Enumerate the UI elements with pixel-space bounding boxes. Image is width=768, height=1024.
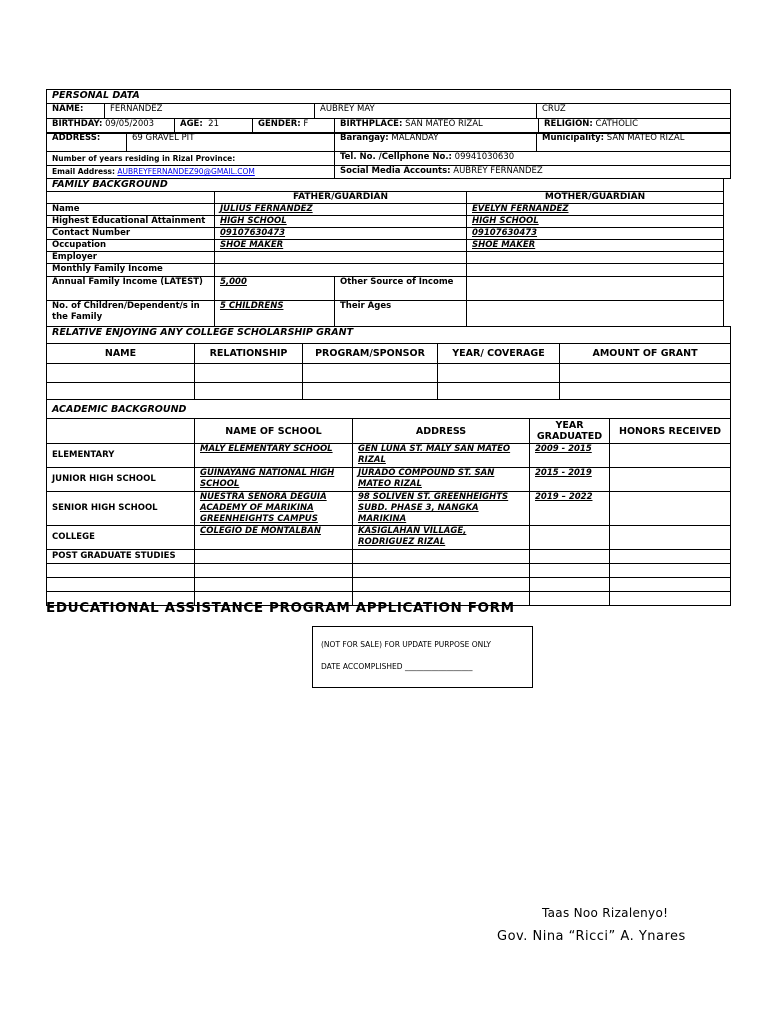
age-value: 21	[208, 119, 219, 129]
mother-education-field[interactable]: HIGH SCHOOL	[467, 216, 724, 228]
gender-value: F	[303, 119, 309, 129]
social-cell[interactable]	[335, 166, 731, 179]
blank-year-field[interactable]	[530, 592, 610, 606]
college-school-field[interactable]: COLEGIO DE MONTALBAN	[195, 526, 353, 550]
children-field[interactable]: 5 CHILDRENS	[215, 301, 335, 327]
elementary-honors-field[interactable]	[610, 444, 731, 468]
update-stamp-box	[312, 626, 533, 688]
birthplace-label: BIRTHPLACE:	[340, 119, 403, 129]
senior-high-label: SENIOR HIGH SCHOOL	[47, 492, 195, 526]
relative-relationship-field[interactable]	[195, 383, 303, 400]
personal-data-table	[46, 89, 731, 119]
occupation-label: Occupation	[47, 240, 215, 252]
father-employer-field[interactable]	[215, 252, 467, 264]
school-name-header: NAME OF SCHOOL	[195, 419, 353, 444]
college-address-field[interactable]: KASIGLAHAN VILLAGE, RODRIGUEZ RIZAL	[353, 526, 530, 550]
family-header-blank	[47, 192, 215, 204]
blank-address-field[interactable]	[353, 578, 530, 592]
tel-cell[interactable]	[335, 152, 731, 166]
email-label: Email Address:	[52, 167, 116, 176]
relative-name-field[interactable]	[47, 364, 195, 383]
senior-high-address-field[interactable]: 98 SOLIVEN ST. GREENHEIGHTS SUBD. PHASE 3, NANGKA MARIKINA	[353, 492, 530, 526]
mother-name-field[interactable]: EVELYN FERNANDEZ	[467, 204, 724, 216]
post-graduate-school-field[interactable]	[195, 550, 353, 564]
relative-program-field[interactable]	[303, 383, 438, 400]
parent-name-label: Name	[47, 204, 215, 216]
family-background-heading: FAMILY BACKGROUND	[47, 179, 724, 192]
address-label: ADDRESS:	[47, 133, 127, 152]
motto-text: Taas Noo Rizalenyo!	[542, 906, 669, 920]
scholarship-academic-table	[46, 326, 731, 606]
father-education-field[interactable]: HIGH SCHOOL	[215, 216, 467, 228]
mother-employer-field[interactable]	[467, 252, 724, 264]
relative-relationship-header: RELATIONSHIP	[195, 344, 303, 364]
middle-name-field[interactable]: CRUZ	[537, 104, 731, 119]
municipality-value: SAN MATEO RIZAL	[606, 133, 685, 143]
college-honors-field[interactable]	[610, 526, 731, 550]
relative-program-field[interactable]	[303, 364, 438, 383]
birthday-value: 09/05/2003	[105, 119, 155, 129]
barangay-value: MALANDAY	[391, 133, 439, 143]
blank-level-field[interactable]	[47, 564, 195, 578]
monthly-income-label: Monthly Family Income	[47, 264, 215, 277]
father-monthly-income-field[interactable]	[215, 264, 467, 277]
gender-label: GENDER:	[258, 119, 301, 129]
junior-high-school-field[interactable]: GUINAYANG NATIONAL HIGH SCHOOL	[195, 468, 353, 492]
elementary-label: ELEMENTARY	[47, 444, 195, 468]
social-label: Social Media Accounts:	[340, 166, 451, 176]
age-label: AGE:	[180, 119, 203, 129]
blank-year-field[interactable]	[530, 564, 610, 578]
school-address-header: ADDRESS	[353, 419, 530, 444]
college-year-field[interactable]	[530, 526, 610, 550]
other-income-field[interactable]	[467, 277, 724, 301]
post-graduate-honors-field[interactable]	[610, 550, 731, 564]
email-cell[interactable]	[47, 166, 335, 179]
annual-income-field[interactable]: 5,000	[215, 277, 335, 301]
mother-monthly-income-field[interactable]	[467, 264, 724, 277]
annual-income-label: Annual Family Income (LATEST)	[47, 277, 215, 301]
religion-value: CATHOLIC	[595, 119, 639, 129]
junior-high-year-field[interactable]: 2015 - 2019	[530, 468, 610, 492]
last-name-field[interactable]: FERNANDEZ	[105, 104, 315, 119]
ages-label: Their Ages	[335, 301, 467, 327]
family-background-table	[46, 178, 724, 327]
honors-header: HONORS RECEIVED	[610, 419, 731, 444]
senior-high-honors-field[interactable]	[610, 492, 731, 526]
barangay-label: Barangay:	[340, 133, 389, 143]
not-for-sale-notice: (NOT FOR SALE) FOR UPDATE PURPOSE ONLY	[321, 640, 492, 649]
blank-level-field[interactable]	[47, 578, 195, 592]
contact-number-label: Contact Number	[47, 228, 215, 240]
name-label: NAME:	[47, 104, 105, 119]
college-label: COLLEGE	[47, 526, 195, 550]
post-graduate-address-field[interactable]	[353, 550, 530, 564]
tel-value: 09941030630	[454, 152, 515, 162]
relative-amount-field[interactable]	[560, 364, 731, 383]
senior-high-year-field[interactable]: 2019 – 2022	[530, 492, 610, 526]
governor-name: Gov. Nina “Ricci” A. Ynares	[497, 929, 686, 944]
years-residing-label: Number of years residing in Rizal Province:	[47, 152, 335, 166]
relative-scholarship-heading: RELATIVE ENJOYING ANY COLLEGE SCHOLARSHIP GRANT	[47, 327, 731, 344]
blank-school-field[interactable]	[195, 578, 353, 592]
junior-high-address-field[interactable]: JURADO COMPOUND ST. SAN MATEO RIZAL	[353, 468, 530, 492]
birthplace-value: SAN MATEO RIZAL	[405, 119, 483, 129]
academic-header-blank	[47, 419, 195, 444]
father-header: FATHER/GUARDIAN	[215, 192, 467, 204]
address-table	[46, 132, 731, 152]
tel-label: Tel. No. /Cellphone No.:	[340, 152, 452, 162]
father-contact-field[interactable]: 09107630473	[215, 228, 467, 240]
municipality-label: Municipality:	[542, 133, 605, 143]
elementary-year-field[interactable]: 2009 - 2015	[530, 444, 610, 468]
relative-name-field[interactable]	[47, 383, 195, 400]
relative-year-field[interactable]	[438, 383, 560, 400]
address-field[interactable]: 69 GRAVEL PIT	[127, 133, 335, 152]
year-graduated-header: YEAR GRADUATED	[530, 419, 610, 444]
municipality-cell[interactable]	[537, 133, 731, 152]
form-title: EDUCATIONAL ASSISTANCE PROGRAM APPLICATION FORM	[46, 600, 515, 616]
blank-honors-field[interactable]	[610, 564, 731, 578]
post-graduate-year-field[interactable]	[530, 550, 610, 564]
mother-header: MOTHER/GUARDIAN	[467, 192, 724, 204]
academic-background-heading: ACADEMIC BACKGROUND	[47, 400, 731, 419]
junior-high-honors-field[interactable]	[610, 468, 731, 492]
elementary-address-field[interactable]: GEN LUNA ST. MALY SAN MATEO RIZAL	[353, 444, 530, 468]
relative-name-header: NAME	[47, 344, 195, 364]
personal-data-heading: PERSONAL DATA	[47, 90, 731, 104]
relative-program-header: PROGRAM/SPONSOR	[303, 344, 438, 364]
relative-relationship-field[interactable]	[195, 364, 303, 383]
barangay-cell[interactable]	[335, 133, 537, 152]
blank-year-field[interactable]	[530, 578, 610, 592]
blank-honors-field[interactable]	[610, 578, 731, 592]
blank-school-field[interactable]	[195, 564, 353, 578]
social-value: AUBREY FERNANDEZ	[453, 166, 543, 176]
blank-address-field[interactable]	[353, 564, 530, 578]
relative-year-field[interactable]	[438, 364, 560, 383]
ages-field[interactable]	[467, 301, 724, 327]
senior-high-school-field[interactable]: NUESTRA SEÑORA DEGUIA ACADEMY OF MARIKINA GREENHEIGHTS CAMPUS	[195, 492, 353, 526]
relative-year-header: YEAR/ COVERAGE	[438, 344, 560, 364]
email-link[interactable]: AUBREYFERNANDEZ90@GMAIL.COM	[117, 167, 255, 176]
junior-high-label: JUNIOR HIGH SCHOOL	[47, 468, 195, 492]
father-occupation-field[interactable]: SHOE MAKER	[215, 240, 467, 252]
first-name-field[interactable]: AUBREY MAY	[315, 104, 537, 119]
education-label: Highest Educational Attainment	[47, 216, 215, 228]
employer-label: Employer	[47, 252, 215, 264]
mother-occupation-field[interactable]: SHOE MAKER	[467, 240, 724, 252]
religion-label: RELIGION:	[544, 119, 593, 129]
relative-amount-field[interactable]	[560, 383, 731, 400]
other-income-label: Other Source of Income	[335, 277, 467, 301]
birthday-label: BIRTHDAY:	[52, 119, 103, 129]
blank-honors-field[interactable]	[610, 592, 731, 606]
contact-table	[46, 151, 731, 179]
father-name-field[interactable]: JULIUS FERNANDEZ	[215, 204, 467, 216]
elementary-school-field[interactable]: MALY ELEMENTARY SCHOOL	[195, 444, 353, 468]
date-accomplished-field[interactable]: DATE ACCOMPLISHED __________________	[321, 662, 473, 671]
relative-amount-header: AMOUNT OF GRANT	[560, 344, 731, 364]
children-label: No. of Children/Dependent/s in the Family	[47, 301, 215, 327]
post-graduate-label: POST GRADUATE STUDIES	[47, 550, 195, 564]
mother-contact-field[interactable]: 09107630473	[467, 228, 724, 240]
